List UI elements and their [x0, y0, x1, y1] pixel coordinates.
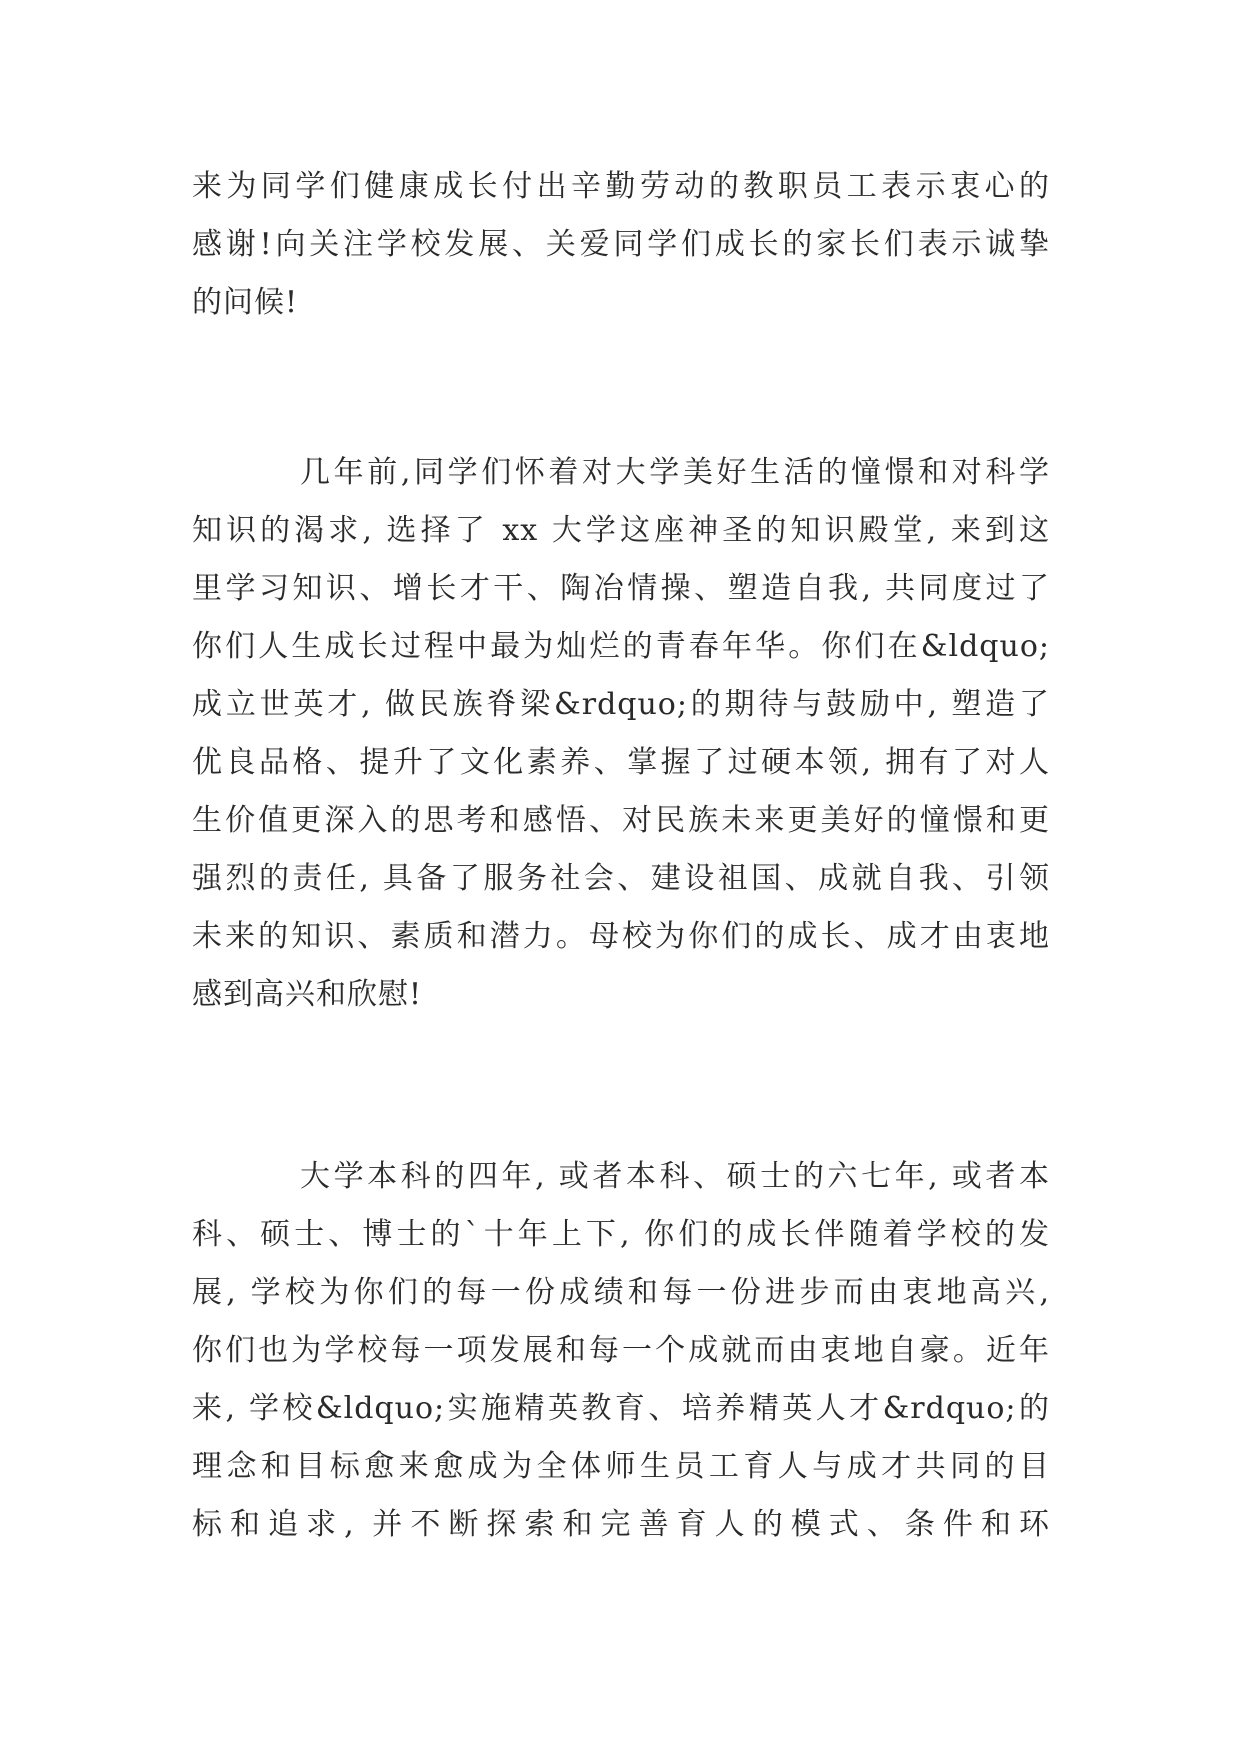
text-line: 感谢!向关注学校发展、关爱同学们成长的家长们表示诚挚 — [192, 227, 1050, 262]
text-line: 理念和目标愈来愈成为全体师生员工育人与成才共同的目 — [192, 1449, 1050, 1484]
text-line: 几年前,同学们怀着对大学美好生活的憧憬和对科学 — [300, 455, 1050, 490]
text-line: 你们也为学校每一项发展和每一个成就而由衷地自豪。近年 — [192, 1333, 1050, 1368]
paragraph-gratitude — [192, 158, 1050, 332]
text-line: 的问候! — [192, 285, 299, 320]
text-line: 知识的渴求, 选择了 xx 大学这座神圣的知识殿堂, 来到这 — [192, 513, 1050, 548]
text-line: 大学本科的四年, 或者本科、硕士的六七年, 或者本 — [300, 1159, 1050, 1194]
text-line: 里学习知识、增长才干、陶冶情操、塑造自我, 共同度过了 — [192, 571, 1050, 606]
text-line: 成立世英才, 做民族脊梁&rdquo;的期待与鼓励中, 塑造了 — [192, 687, 1050, 722]
text-line: 生价值更深入的思考和感悟、对民族未来更美好的憧憬和更 — [192, 803, 1050, 838]
paragraph-years-ago — [192, 444, 1050, 1024]
text-line: 优良品格、提升了文化素养、掌握了过硬本领, 拥有了对人 — [192, 745, 1050, 780]
text-line: 科、硕士、博士的`十年上下, 你们的成长伴随着学校的发 — [192, 1217, 1050, 1252]
text-line: 来, 学校&ldquo;实施精英教育、培养精英人才&rdquo;的 — [192, 1391, 1050, 1426]
text-line: 你们人生成长过程中最为灿烂的青春年华。你们在&ldquo; — [192, 629, 1050, 664]
text-line: 未来的知识、素质和潜力。母校为你们的成长、成才由衷地 — [192, 919, 1050, 954]
paragraph-undergraduate-years — [192, 1148, 1050, 1554]
text-line: 来为同学们健康成长付出辛勤劳动的教职员工表示衷心的 — [192, 169, 1050, 204]
text-line: 标和追求, 并不断探索和完善育人的模式、条件和环 — [192, 1507, 1050, 1542]
text-line: 展, 学校为你们的每一份成绩和每一份进步而由衷地高兴, — [192, 1275, 1050, 1310]
text-line: 强烈的责任, 具备了服务社会、建设祖国、成就自我、引领 — [192, 861, 1050, 896]
text-line: 感到高兴和欣慰! — [192, 977, 423, 1012]
